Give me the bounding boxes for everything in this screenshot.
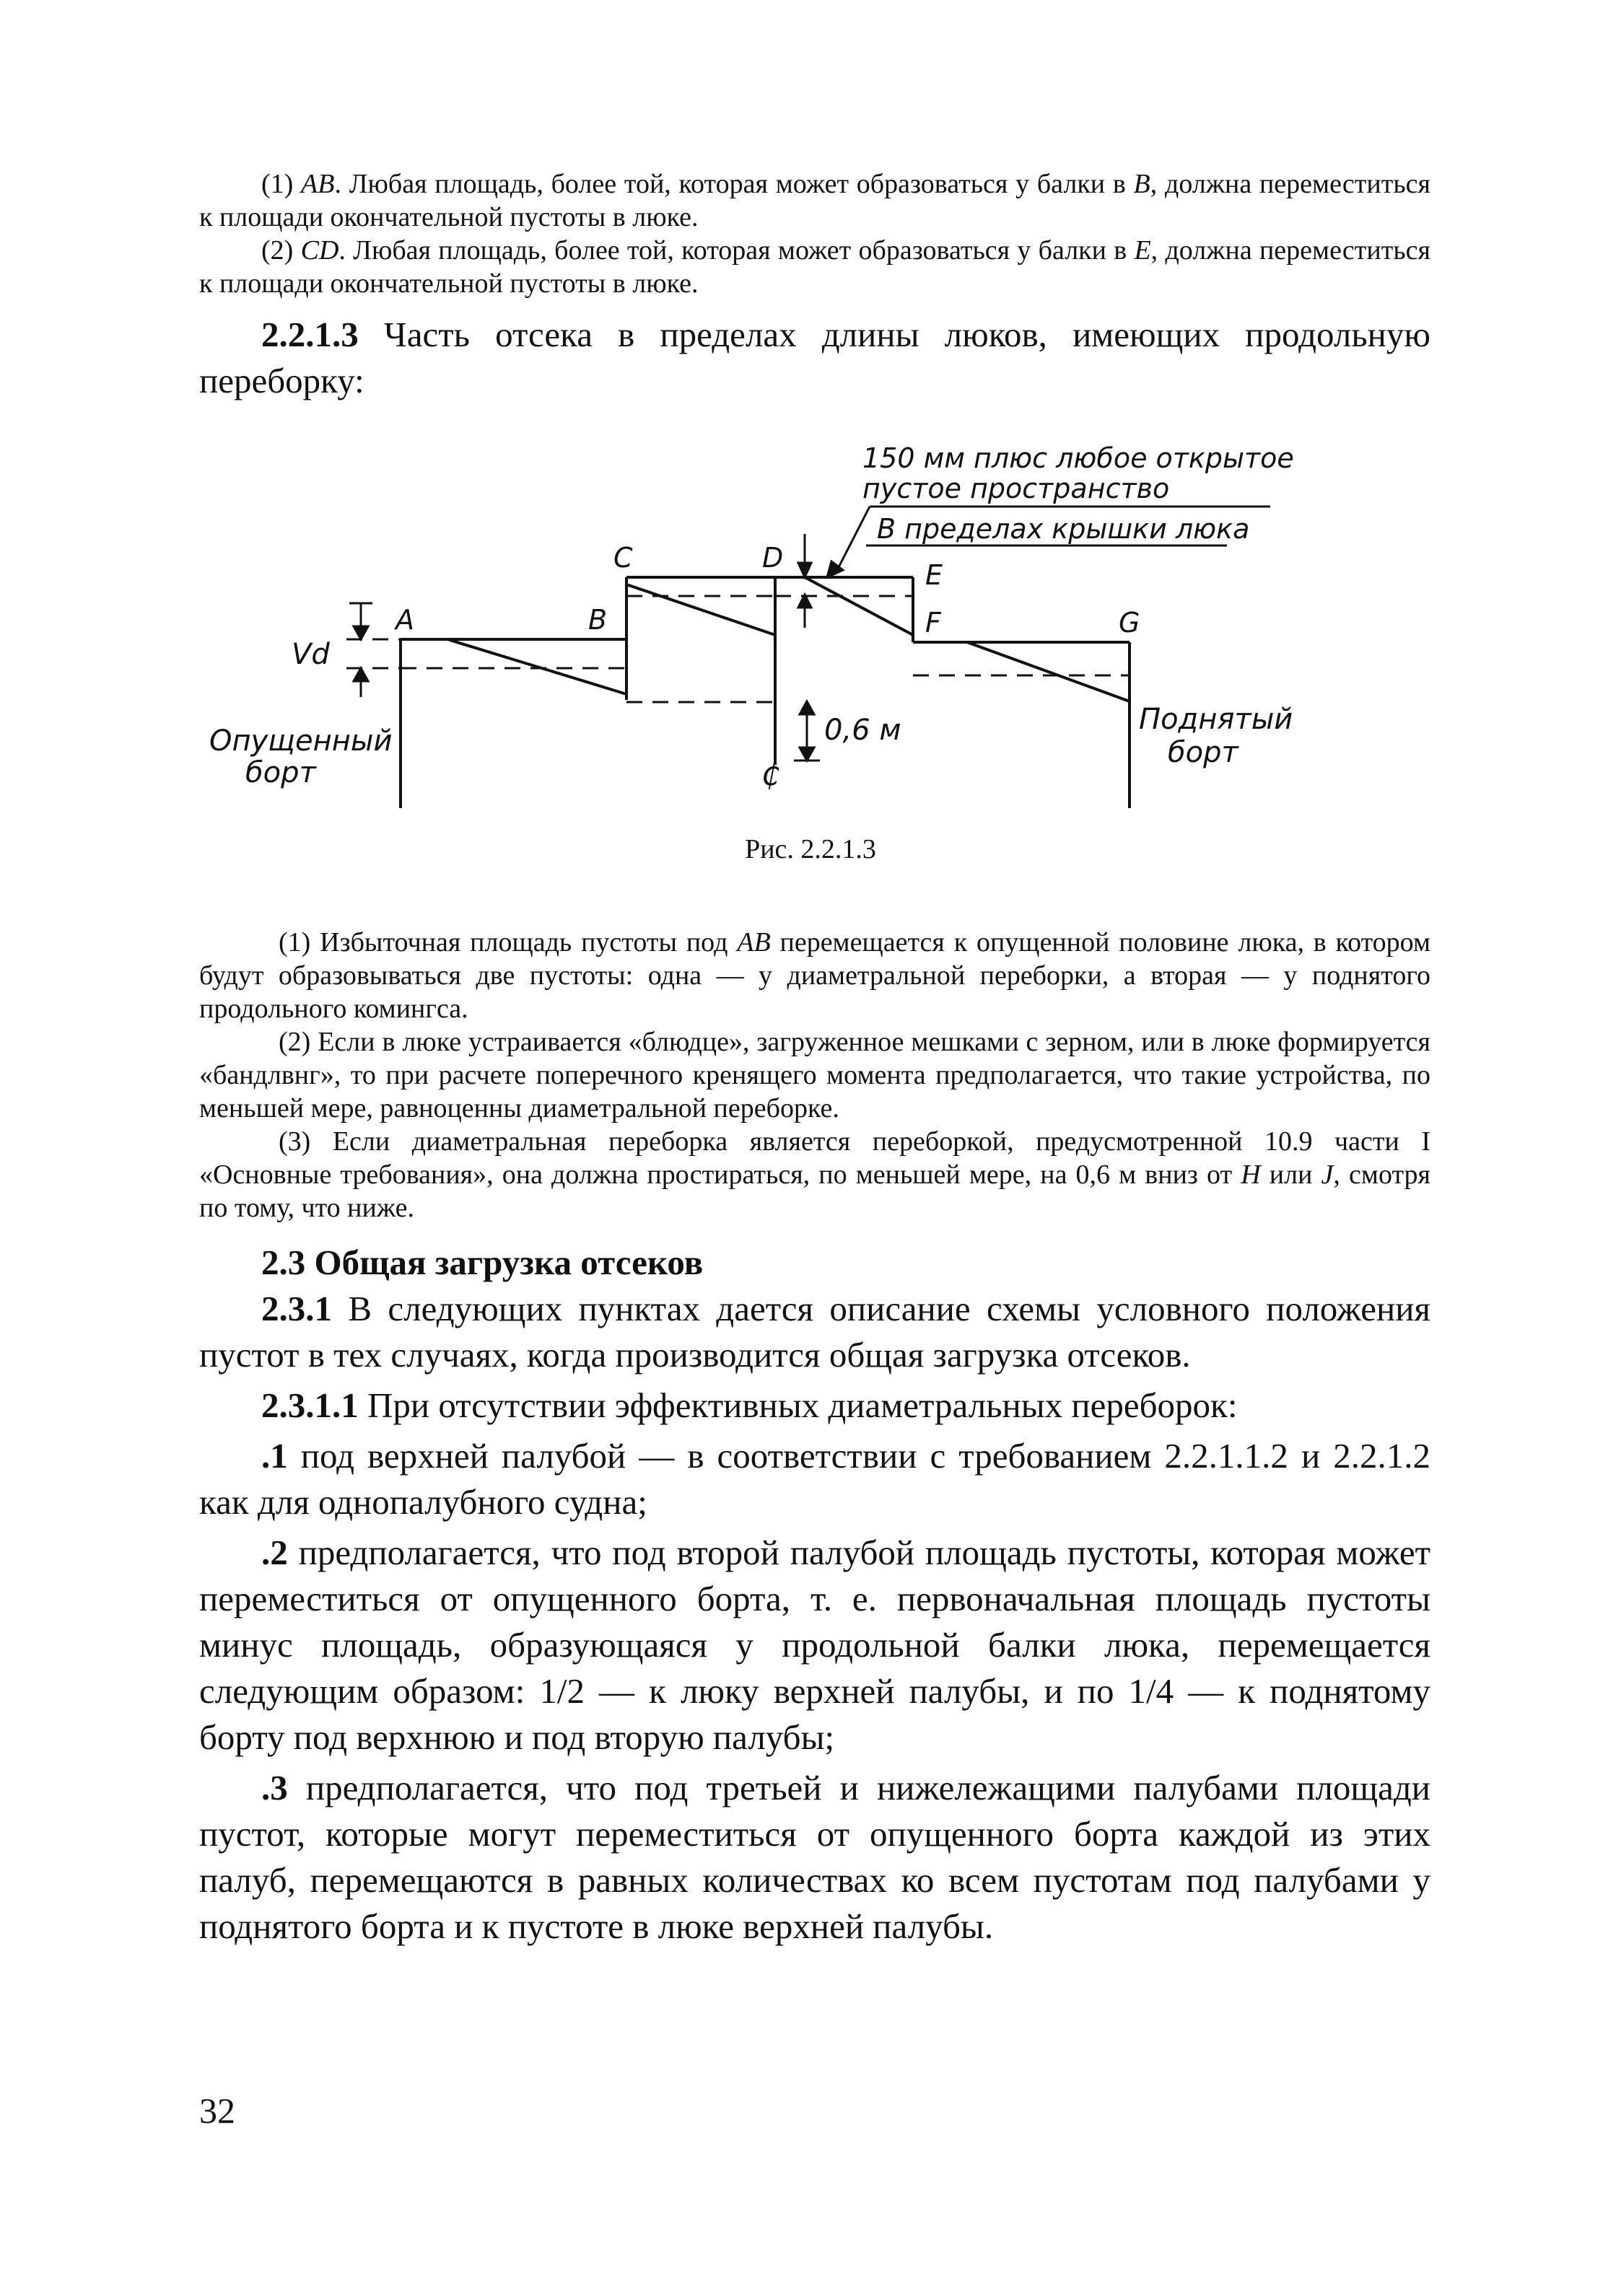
figure-caption: Рис. 2.2.1.3 <box>745 834 876 864</box>
slope-cd <box>626 584 775 635</box>
fig-note-item-2: (2) Если в люке устраивается «блюдце», загруженное мешками с зерном, или в люке формируется «бандлвнг», то при расчете поперечного кренящего момента предполагается, что такие устройства, по меньшей мере, равноценны диаметральной переборке. <box>199 1027 1430 1123</box>
note-cd: (2) CD. Любая площадь, более той, которая может образоваться у балки в E, должна переместиться к площади окончательной пустоты в люке. <box>199 235 1430 299</box>
label-c: C <box>613 542 633 574</box>
slope-de <box>805 577 913 635</box>
left-side-label-1: Опущенный <box>209 724 393 758</box>
label-b: B <box>588 604 608 636</box>
label-vd: Vd <box>292 638 330 671</box>
fig-note-1: 150 мм плюс любое открытое <box>862 442 1294 474</box>
list-item-2: .2 предполагается, что под второй палубой площадь пустоты, которая может переместиться от опущенного борта, т. е. первоначальная площадь пустоты минус площадь, образующаяся у продольной балки люка, перемещается следующим образом: 1/2 — к люку верхней палубы, и по 1/4 — к поднятому борту под верхнюю и под вторую палубы; <box>199 1533 1430 1757</box>
note-ab: (1) AB. Любая площадь, более той, которая может образоваться у балки в B, должна переместиться к площади окончательной пустоты в люке. <box>199 169 1430 232</box>
hatch-diagram <box>0 0 1621 866</box>
para-231: 2.3.1 В следующих пунктах дается описание схемы условного положения пустот в тех случаях, когда производится общая загрузка отсеков. <box>199 1289 1430 1375</box>
fig-note-2: пустое пространство <box>862 473 1170 504</box>
fig-note-item-3: (3) Если диаметральная переборка является переборкой, предусмотренной 10.9 части I «Основные требования», она должна простираться, по меньшей мере, на 0,6 м вниз от H или J, смотря по тому, что ниже. <box>199 1126 1430 1223</box>
list-item-1: .1 под верхней палубой — в соответствии с требованием 2.2.1.1.2 и 2.2.1.2 как для однопалубного судна; <box>199 1436 1430 1522</box>
list-item-3: .3 предполагается, что под третьей и нижележащими палубами площади пустот, которые могут переместиться от опущенного борта каждой из этих палуб, перемещаются в равных количествах ко всем пустотам под палубами у поднятого борта и к пустоте в люке верхней палубы. <box>199 1768 1430 1946</box>
label-e: E <box>925 559 943 591</box>
slope-ab <box>447 639 626 694</box>
section-number: 2.2.1.3 <box>261 315 359 354</box>
slope-fg <box>967 642 1130 701</box>
figure-notes <box>199 926 1430 1224</box>
fig-note-3: В пределах крышки люка <box>877 513 1250 545</box>
left-side-label-2: борт <box>245 756 316 789</box>
centerline-symbol: ₵ <box>761 759 780 792</box>
label-f: F <box>925 607 941 639</box>
section-heading: 2.3 Общая загрузка отсеков <box>261 1243 704 1282</box>
right-side-label-1: Поднятый <box>1139 703 1293 736</box>
label-a: A <box>396 604 414 636</box>
right-side-label-2: борт <box>1168 736 1238 769</box>
label-g: G <box>1119 607 1140 639</box>
para-2311: 2.3.1.1 При отсутствии эффективных диаметральных переборок: <box>261 1385 1238 1425</box>
fig-note-item-1: (1) Избыточная площадь пустоты под AB перемещается к опущенной половине люка, в котором будут образовываться две пустоты: одна — у диаметральной переборки, а вторая — у поднятого продольного комингса. <box>199 927 1430 1024</box>
section-text: Часть отсека в пределах длины люков, имеющих продольную переборку: <box>199 315 1430 400</box>
label-06m: 0,6 м <box>824 714 901 747</box>
section-23 <box>199 1240 1430 1950</box>
page-number: 32 <box>199 2090 235 2131</box>
label-d: D <box>762 542 784 574</box>
